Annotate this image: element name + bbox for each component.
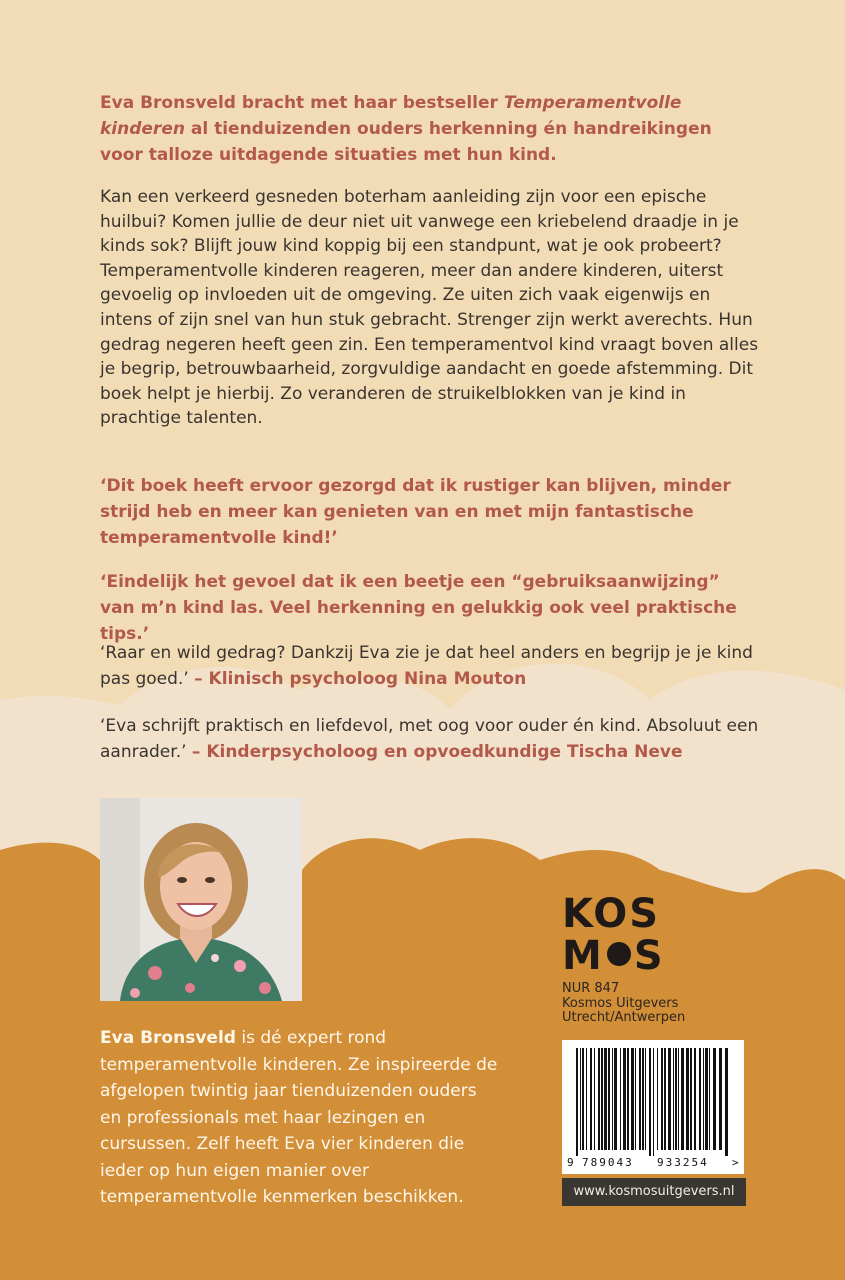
barcode-bar: [580, 1048, 581, 1150]
author-bio-text: is dé expert rond temperamentvolle kinderen. Ze inspireerde de afgelopen twintig jaar tienduizenden ouders en professionals met haar lezingen en cursussen. Zelf heeft Eva vier kinderen die ieder op hun eigen manier over temperamentvolle kenmerken beschikken.: [100, 1028, 498, 1207]
barcode-bar: [694, 1048, 696, 1150]
endorsement-text-1: ‘Raar en wild gedrag? Dankzij Eva zie je dat heel anders en begrijp je je kind pas goed.’: [100, 643, 753, 689]
barcode-bar: [604, 1048, 607, 1150]
barcode-bar: [664, 1048, 666, 1150]
barcode-bar: [582, 1048, 584, 1150]
endorsement-quote-1: [100, 640, 760, 692]
barcode-bar: [690, 1048, 692, 1150]
barcode-bars: [562, 1040, 744, 1174]
barcode-bar: [709, 1048, 710, 1150]
barcode-bar: [612, 1048, 613, 1150]
logo-row-2: [562, 933, 665, 979]
author-name: Eva Bronsveld: [100, 1028, 236, 1048]
barcode-bar: [601, 1048, 603, 1150]
barcode-bar: [675, 1048, 677, 1150]
barcode-digits-group-2: 933254: [657, 1156, 709, 1169]
intro-prefix: Eva Bronsveld bracht met haar bestseller: [100, 93, 504, 113]
barcode-bar: [620, 1048, 621, 1150]
intro-book-title: Temperamentvolle kinderen: [100, 93, 682, 139]
description-paragraph: Kan een verkeerd gesneden boterham aanleiding zijn voor een epische huilbui? Komen jullie de deur niet uit vanwege een kriebelend draadje in je kinds sok? Blijft jouw kind koppig bij een standpunt, wat je ook probeert? Temperamentvolle kinderen reageren, meer dan andere kinderen, uiterst gevoelig op invloeden uit de omgeving. Ze uiten zich vaak eigenwijs en intens of zijn snel van hun stuk gebracht. Strenger zijn werkt averechts. Hun gedrag negeren heeft geen zin. Een temperamentvol kind vraagt boven alles je begrip, betrouwbaarheid, zorgvuldige aandacht en goede afstemming. Dit boek helpt je hierbij. Zo veranderen de struikelblokken van je kind in prachtige talenten.: [100, 187, 759, 429]
barcode-bar: [635, 1048, 636, 1150]
publisher-info: [562, 982, 742, 1026]
kosmos-logo: [562, 891, 665, 979]
barcode-bar: [649, 1048, 651, 1156]
barcode-bar: [681, 1048, 684, 1150]
barcode-lead-digit: 9: [567, 1156, 574, 1169]
portrait-photo-icon: [100, 798, 302, 1001]
barcode-bar: [703, 1048, 704, 1150]
intro-paragraph: [100, 90, 760, 168]
barcode-bar: [657, 1048, 658, 1150]
reader-quote-1: ‘Dit boek heeft ervoor gezorgd dat ik rustiger kan blijven, minder strijd heb en meer kan genieten van en met mijn fantastische temperamentvolle kind!’: [100, 476, 731, 548]
barcode-bar: [614, 1048, 617, 1150]
author-bio: [100, 1025, 500, 1211]
barcode-digits-group-1: 789043: [582, 1156, 634, 1169]
barcode-bar: [661, 1048, 663, 1150]
endorsement-text-2: ‘Eva schrijft praktisch en liefdevol, met oog voor ouder én kind. Absoluut een aanrader.’: [100, 716, 759, 762]
barcode-bar: [627, 1048, 629, 1150]
endorsement-attribution-1: – Klinisch psycholoog Nina Mouton: [194, 669, 527, 689]
intro-suffix: al tienduizenden ouders herkenning én handreikingen voor talloze uitdagende situaties met hun kind.: [100, 119, 712, 165]
barcode-bar: [639, 1048, 641, 1150]
publisher-location: Utrecht/Antwerpen: [562, 1010, 686, 1025]
barcode-bar: [576, 1048, 578, 1156]
barcode-bar: [668, 1048, 671, 1150]
barcode-bar: [608, 1048, 610, 1150]
barcode-bar: [642, 1048, 644, 1150]
barcode-bar: [653, 1048, 654, 1156]
barcode-trail-mark: >: [732, 1156, 739, 1169]
logo-row-1: KOS: [562, 891, 661, 937]
logo-letter-m: M: [562, 933, 604, 979]
reader-quote-2: ‘Eindelijk het gevoel dat ik een beetje een “gebruiksaanwijzing” van m’n kind las. Veel herkenning en gelukkig ook veel praktische tips.’: [100, 572, 737, 644]
barcode-bar: [705, 1048, 708, 1150]
author-photo: [100, 798, 302, 1001]
barcode-bar: [699, 1048, 701, 1150]
endorsement-attribution-2: – Kinderpsycholoog en opvoedkundige Tischa Neve: [191, 742, 683, 762]
barcode-bar: [725, 1048, 728, 1156]
barcode-bar: [586, 1048, 587, 1150]
barcode-bar: [623, 1048, 626, 1150]
barcode-bar: [719, 1048, 722, 1150]
barcode-bar: [590, 1048, 592, 1150]
barcode-bar: [713, 1048, 716, 1150]
barcode-bar: [673, 1048, 674, 1150]
circle-dot-icon: [607, 942, 631, 966]
isbn-barcode: [562, 1040, 744, 1174]
barcode-bar: [645, 1048, 646, 1150]
barcode-bar: [686, 1048, 689, 1150]
logo-letter-s: S: [633, 933, 665, 979]
barcode-bar: [598, 1048, 600, 1150]
barcode-bar: [678, 1048, 679, 1150]
nur-code: NUR 847: [562, 981, 620, 996]
endorsement-quote-2: [100, 713, 760, 765]
barcode-bar: [594, 1048, 595, 1150]
publisher-name: Kosmos Uitgevers: [562, 995, 679, 1011]
barcode-bar: [631, 1048, 634, 1150]
publisher-website: www.kosmosuitgevers.nl: [562, 1178, 746, 1206]
